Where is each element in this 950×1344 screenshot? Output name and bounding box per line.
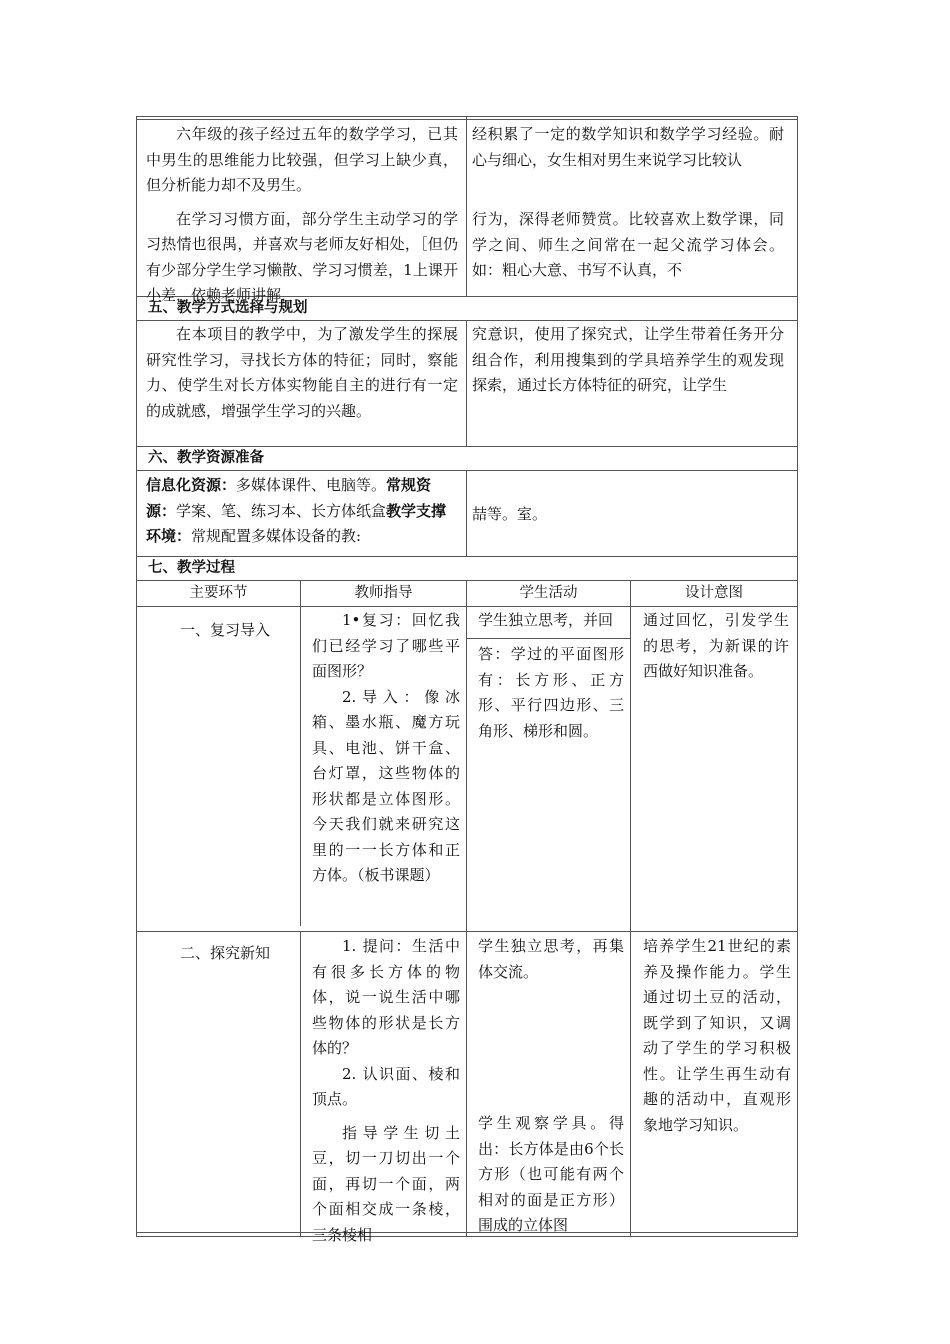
row1-teacher-p1: 1•复习：回忆我们已经学习了哪些平面图形？ [312,611,460,680]
row1-student-main: 答：学过的平面图形有：长方形、正方形、平行四边形、三角形、梯形和圆。 [478,645,624,740]
learner-left-p1: 六年级的孩子经过五年的数学学习，已其中男生的思维能力比较强，但学习上缺少真，但分析能力却不及男生。 [146,125,458,194]
section6-text3: 常规配置多媒体设备的教: [191,527,362,545]
table-border-bottom-2 [136,1236,798,1237]
row1-student-cell [478,642,624,926]
row2-teacher-p2: 2. 认识面、棱和顶点。 [312,1064,460,1108]
learner-right-p1: 经积累了一定的数学知识和数学学习经验。耐心与细心，女生相对男生来说学习比较认 [472,125,784,169]
student-inner-sep [466,638,631,639]
row-sep-6 [136,580,798,581]
row2-student-cell [478,934,624,1232]
col-header-intent: 设计意图 [685,585,743,601]
row1-student-top [478,608,624,637]
section5-left-cell [146,322,458,446]
row1-teacher-cell [312,608,460,928]
learner-right-p2: 行为，深得老师赞赏。比较喜欢上数学课，同学之间、师生之间常在一起父流学习体会。如：粗心大意、书写不认真，不 [472,210,784,279]
section5-right-text: 究意识，使用了探究式，让学生带着任务开分组合作，利用搜集到的学具培养学生的观发现探索，通过长方体特征的研究，让学生 [472,325,784,394]
section6-text1: 多媒体课件、电脑等。 [236,476,387,494]
row1-teacher-p2: 2.导入：像冰箱、墨水瓶、魔方玩具、电池、饼干盒、台灯罩，这些物体的形状都是立体图形。今天我们就来研究这里的一一长方体和正方体。（板书课题） [312,687,460,884]
section6-text2: 学案、笔、练习本、长方体纸盒 [176,501,387,520]
row2-stage: 二、探究新知 [180,944,271,962]
row1-intent: 通过回忆，引发学生的思考，为新课的许西做好知识准备。 [643,611,789,680]
row2-intent-cell [643,934,791,1232]
col-divider-a2 [300,931,301,1237]
col-divider-c [630,580,631,932]
section6-right-text: 喆等。室。 [472,505,548,523]
row2-teacher-p1: 1. 提问：生活中有很多长方体的物体，说一说生活中哪些物体的形状是长方体的？ [312,937,460,1057]
row1-stage: 一、复习导入 [180,621,271,639]
row2-teacher-cell [312,934,460,1244]
section6-label1: 信息化资源： [146,476,237,494]
learner-right-cell [472,122,784,294]
row2-intent: 培养学生21世纪的素养及操作能力。学生通过切土豆的活动，既学到了知识，又调动了学生的学习积极性。让学生再生动有趣的活动中，直观形象地学习知识。 [643,937,791,1134]
table-border-top [136,116,798,117]
mid-divider-1 [466,116,467,296]
row-sep-5 [136,556,798,557]
section6-right-cell [472,502,784,532]
row-sep-8 [136,931,798,932]
learner-left-cell [146,122,458,304]
row-sep-7 [136,606,798,607]
row2-teacher-p3: 指导学生切土豆，切一刀切出一个面，再切一个面，两个面相交成一条棱，三条棱相 [312,1123,460,1244]
section6-heading: 六、教学资源准备 [148,450,264,466]
section6-left-cell [146,473,460,555]
section6-label2: 常规资源： [146,476,432,520]
row1-student-top-text: 学生独立思考，并回 [478,611,614,629]
col-header-student: 学生活动 [519,585,578,601]
section6-label3: 教学支撑环境： [146,501,447,545]
col-divider-c2 [630,931,631,1237]
col-header-teacher: 教师指导 [354,585,413,601]
mid-divider-2 [466,320,467,446]
section5-right-cell [472,322,784,446]
table-border-left [136,116,137,1237]
section6-resources [146,473,460,550]
row1-intent-cell [643,608,789,928]
section7-heading: 七、教学过程 [148,560,235,576]
col-divider-b [466,580,467,1237]
row2-student-p1: 学生独立思考，再集体交流。 [478,937,624,981]
row-sep-4 [136,470,798,471]
table-border-right [797,116,798,1237]
section5-left-text: 在本项目的教学中，为了激发学生的探展研究性学习，寻找长方体的特征；同时，察能力、使学生对长方体实物能自主的进行有一定的成就感，增强学生学习的兴趣。 [146,325,458,420]
col-divider-a [300,580,301,926]
learner-left-p2: 在学习习惯方面，部分学生主动学习的学习热情也很禺，并喜欢与老师友好相处，［但仍有少部分学生学习懒散、学习习惯差，1上课开小差，依赖老师讲解， [146,209,458,304]
table-border-top-2 [136,119,798,120]
mid-divider-3 [466,470,467,556]
row2-student-p2: 学生观察学具。得出：长方体是由6个长方形（也可能有两个相对的面是正方形）围成的立体图 [478,1114,624,1234]
section5-heading: 五、教学方式选择与规划 [148,300,308,316]
col-header-stage: 主要环节 [189,585,248,601]
row-sep-2 [136,320,798,321]
table-border-bottom [136,1232,798,1233]
